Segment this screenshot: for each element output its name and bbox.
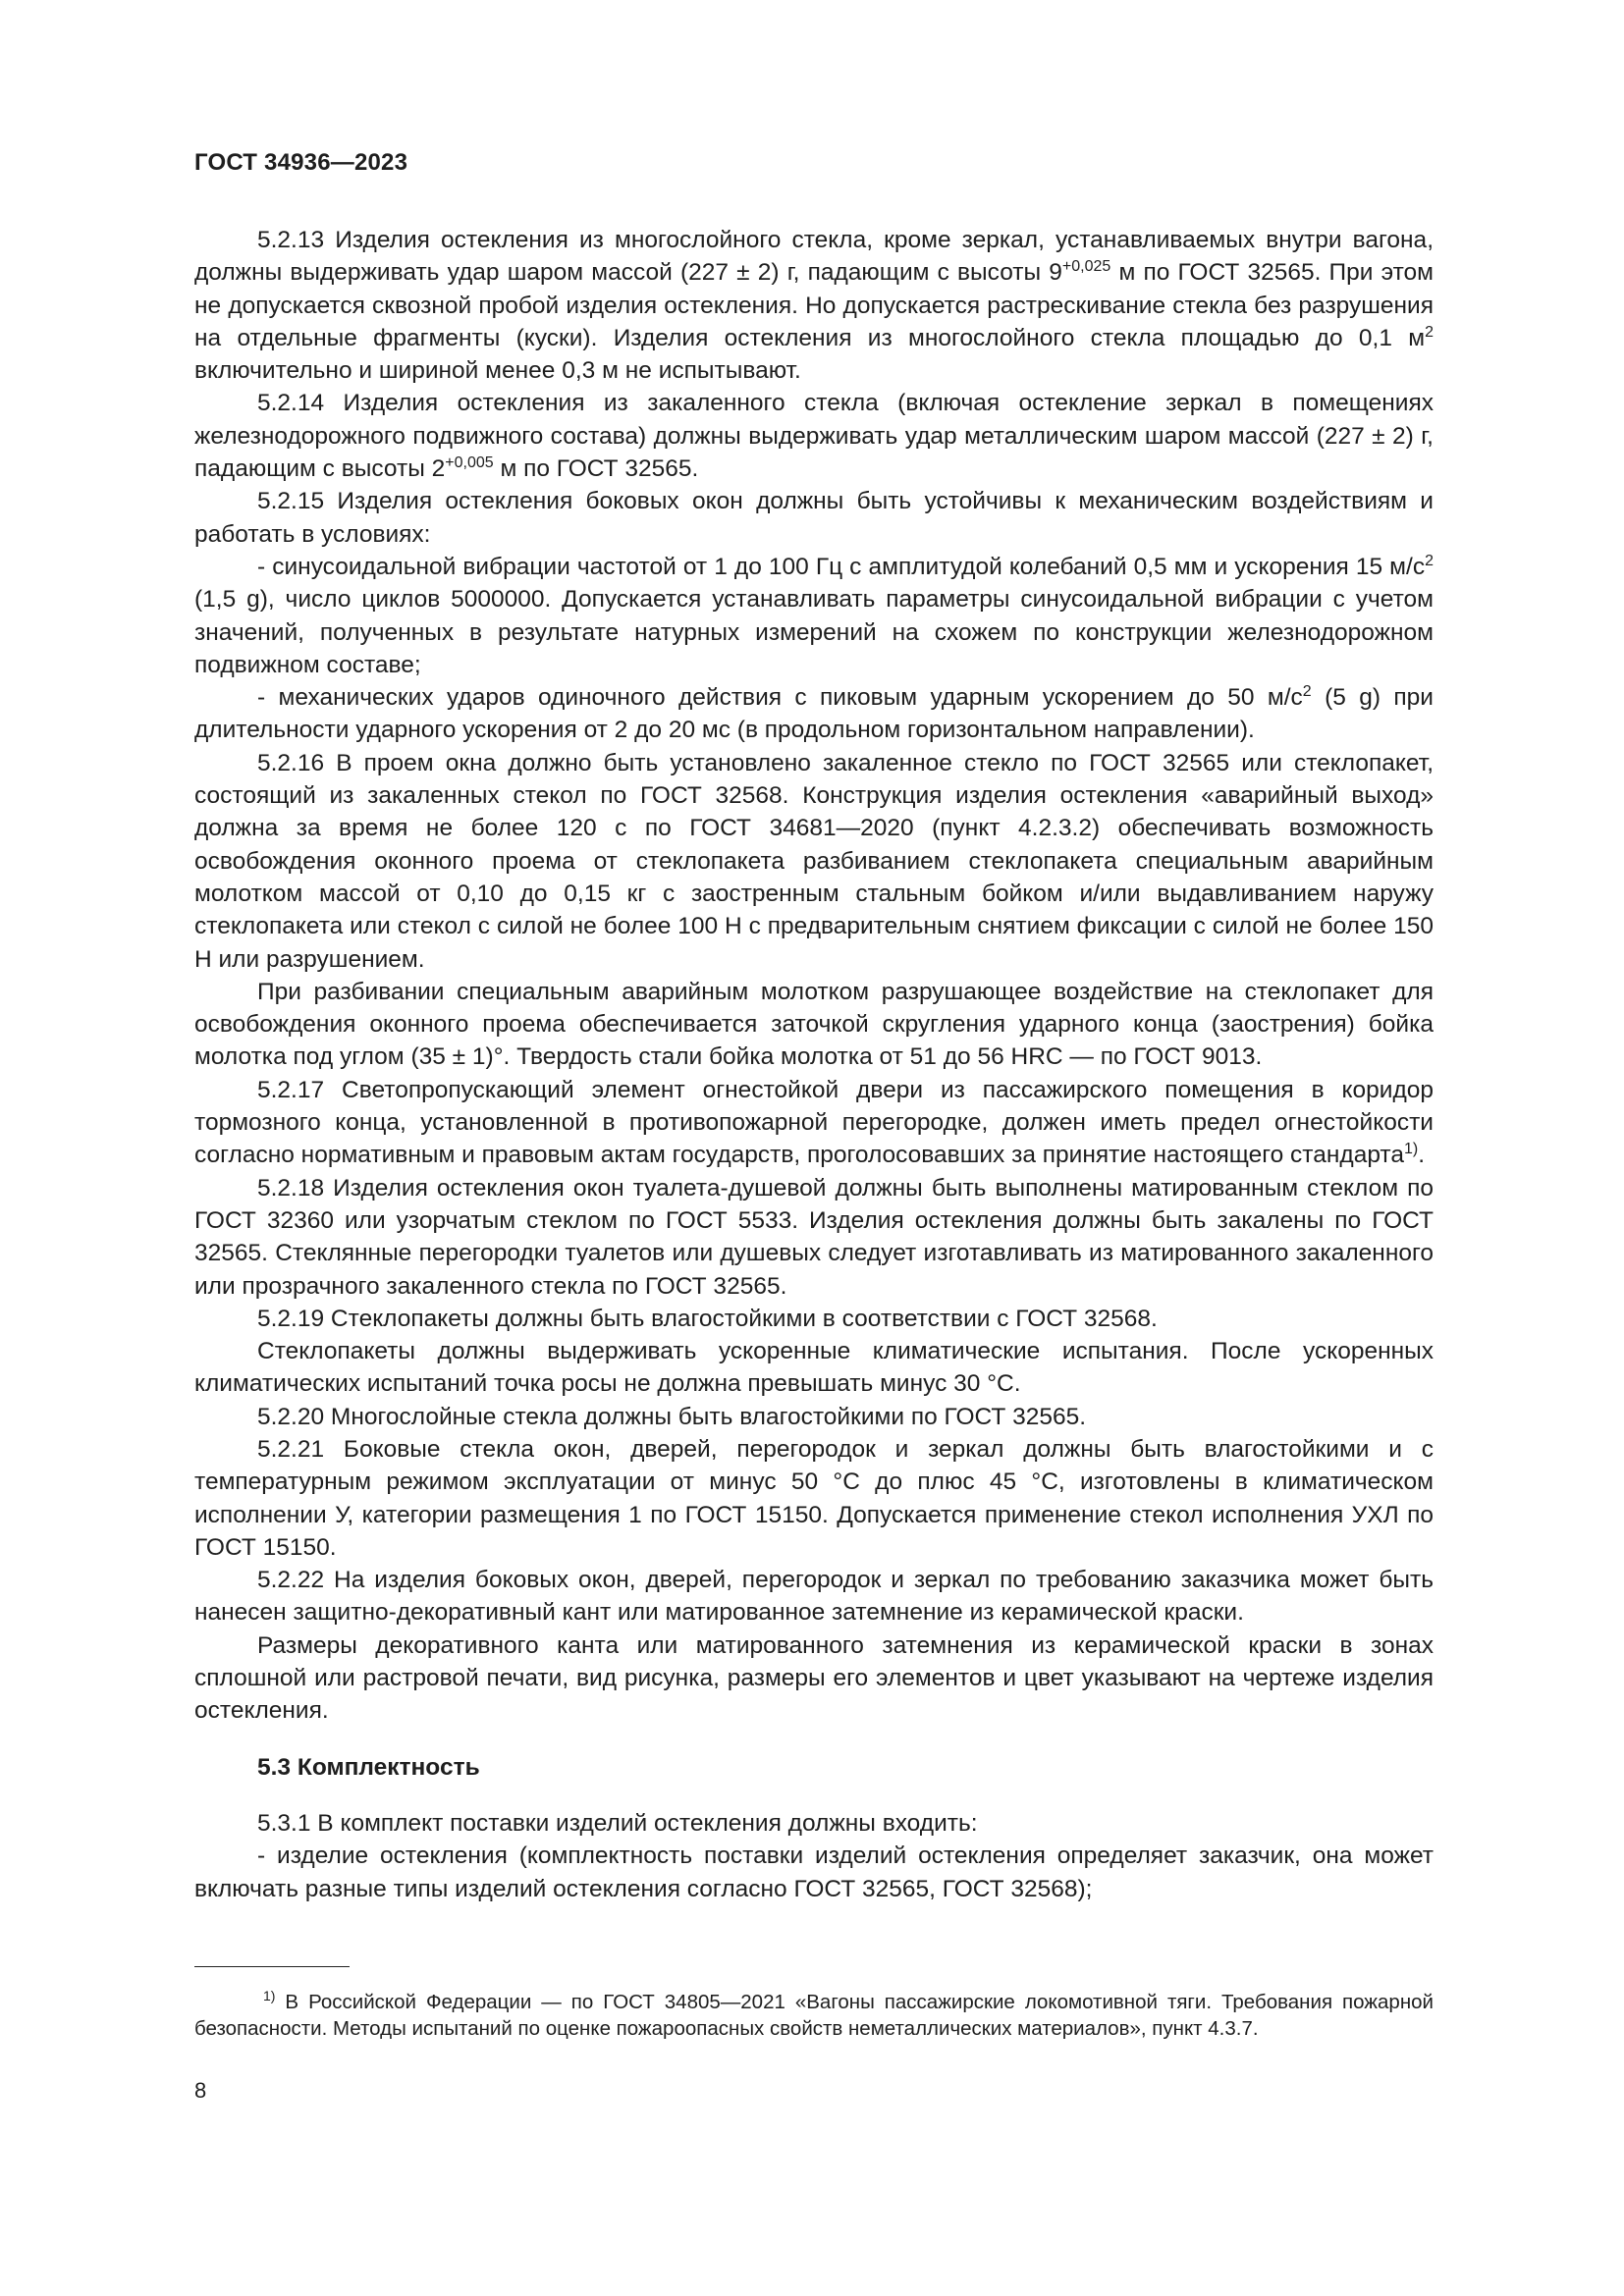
paragraph-5-2-16: 5.2.16 В проем окна должно быть установлено закаленное стекло по ГОСТ 32565 или стеклопакет, состоящий из закаленных стекол по ГОСТ 32568. Конструкция изделия остекления «аварийный выход» должна за время не более 120 с по ГОСТ 34681—2020 (пункт 4.2.3.2) обеспечивать возможность освобождения оконного проема от стеклопакета разбиванием стеклопакета специальным аварийным молотком массой от 0,10 до 0,15 кг с заостренным стальным бойком и/или выдавливанием наружу стеклопакета или стекол с силой не более 100 Н с предварительным снятием фиксации с силой не более 150 Н или разрушением.	[194, 749, 1434, 973]
footnote-marker: 1)	[263, 1988, 276, 2004]
paragraph-5-2-18: 5.2.18 Изделия остекления окон туалета-душевой должны быть выполнены матированным стеклом по ГОСТ 32360 или узорчатым стеклом по ГОСТ 5533. Изделия остекления должны быть закалены по ГОСТ 32565. Стеклянные перегородки туалетов или душевых следует изготавливать из матированного закаленного или прозрачного закаленного стекла по ГОСТ 32565.	[194, 1174, 1434, 1300]
list-item-vibration: - синусоидальной вибрации частотой от 1 до 100 Гц с амплитудой колебаний 0,5 мм и ускорения 15 $м/с^2$ (1,5 g), число циклов 5000000. Допускается устанавливать параметры синусоидальной вибрации с учетом значений, полученных в результате натурных измерений на схожем по конструкции железнодорожном подвижном составе;	[194, 552, 1434, 678]
paragraph-5-2-21: 5.2.21 Боковые стекла окон, дверей, перегородок и зеркал должны быть влагостойкими и с температурным режимом эксплуатации от минус 50 °С до плюс 45 °С, изготовлены в климатическом исполнении У, категории размещения 1 по ГОСТ 15150. Допускается применение стекол исполнения УХЛ по ГОСТ 15150.	[194, 1435, 1434, 1561]
document-header: ГОСТ 34936—2023	[194, 149, 408, 176]
paragraph-5-2-13: 5.2.13 Изделия остекления из многослойного стекла, кроме зеркал, устанавливаемых внутри вагона, должны выдерживать удар шаром массой (227 ± 2) г, падающим с высоты $9^{+0,025}$ м по ГОСТ 32565. При этом не допускается сквозной пробой изделия остекления. Но допускается растрескивание стекла без разрушения на отдельные фрагменты (куски). Изделия остекления из многослойного стекла площадью до 0,1 $м^2$ включительно и шириной менее 0,3 м не испытывают.	[194, 227, 1434, 385]
paragraph-hammer: При разбивании специальным аварийным молотком разрушающее воздействие на стеклопакет для освобождения оконного проема обеспечивается заточкой скругления ударного конца (заострения) бойка молотка под углом (35 ± 1)°. Твердость стали бойка молотка от 51 до 56 HRC — по ГОСТ 9013.	[194, 978, 1434, 1071]
footnote	[194, 1989, 1434, 2042]
paragraph-decorative: Размеры декоративного канта или матированного затемнения из керамической краски в зонах сплошной или растровой печати, вид рисунка, размеры его элементов и цвет указывают на чертеже изделия остекления.	[194, 1631, 1434, 1725]
paragraph-5-2-14: 5.2.14 Изделия остекления из закаленного стекла (включая остекление зеркал в помещениях железнодорожного подвижного состава) должны выдерживать удар металлическим шаром массой (227 ± 2) г, падающим с высоты $2^{+0,005}$ м по ГОСТ 32565.	[194, 390, 1434, 483]
paragraph-5-2-17: 5.2.17 Светопропускающий элемент огнестойкой двери из пассажирского помещения в коридор тормозного конца, установленной в противопожарной перегородке, должен иметь предел огнестойкости согласно нормативным и правовым актам государств, проголосовавших за принятие настоящего стандарта$^{1)}$.	[194, 1076, 1434, 1169]
document-body	[194, 224, 1434, 1905]
paragraph-climatic: Стеклопакеты должны выдерживать ускоренные климатические испытания. После ускоренных климатических испытаний точка росы не должна превышать минус 30 °С.	[194, 1338, 1434, 1398]
page-number: 8	[194, 2078, 207, 2103]
footnote-ref: 1)	[1404, 1141, 1419, 1158]
paragraph-5-3-1: 5.3.1 В комплект поставки изделий остекления должны входить:	[257, 1809, 978, 1837]
footnote-divider	[194, 1966, 350, 1967]
list-item-glazing-product: - изделие остекления (комплектность поставки изделий остекления определяет заказчик, она может включать разные типы изделий остекления согласно ГОСТ 32565, ГОСТ 32568);	[194, 1842, 1434, 1902]
footnote-text: В Российской Федерации — по ГОСТ 34805—2021 «Вагоны пассажирские локомотивной тяги. Требования пожарной безопасности. Методы испытаний по оценке пожароопасных свойств неметаллических материалов», пункт 4.3.7.	[194, 1991, 1434, 2040]
list-item-shocks: - механических ударов одиночного действия с пиковым ударным ускорением до 50 $м/с^2$ (5 g) при длительности ударного ускорения от 2 до 20 мс (в продольном горизонтальном направлении).	[194, 683, 1434, 744]
section-heading-5-3: 5.3 Комплектность	[257, 1753, 480, 1781]
paragraph-5-2-20: 5.2.20 Многослойные стекла должны быть влагостойкими по ГОСТ 32565.	[257, 1403, 1087, 1430]
paragraph-5-2-19: 5.2.19 Стеклопакеты должны быть влагостойкими в соответствии с ГОСТ 32568.	[257, 1305, 1158, 1332]
paragraph-5-2-15: 5.2.15 Изделия остекления боковых окон должны быть устойчивы к механическим воздействиям и работать в условиях:	[194, 488, 1434, 548]
paragraph-5-2-22: 5.2.22 На изделия боковых окон, дверей, перегородок и зеркал по требованию заказчика может быть нанесен защитно-декоративный кант или матированное затемнение из керамической краски.	[194, 1567, 1434, 1627]
